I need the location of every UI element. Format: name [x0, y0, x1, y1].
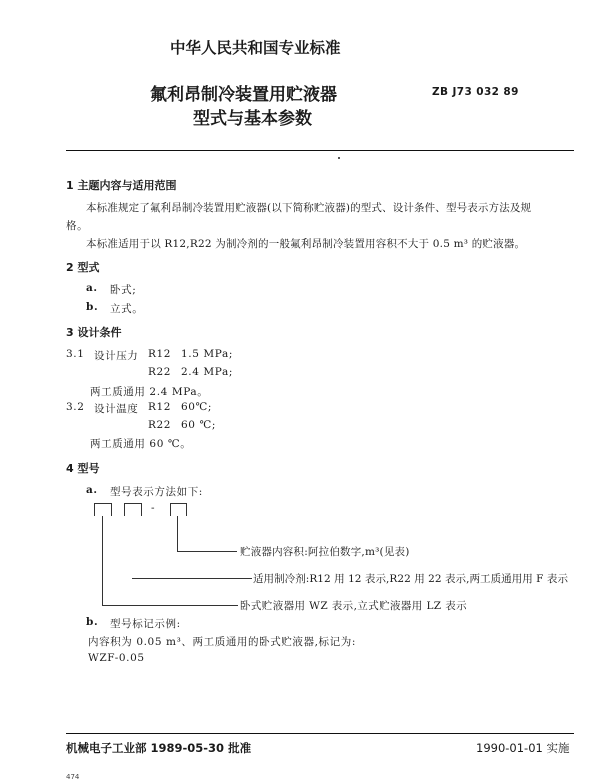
code-box-refrigerant [124, 503, 142, 516]
code-box-type [94, 503, 112, 516]
clause-3-2-value-r12: 60℃; [181, 401, 213, 413]
clause-3-2-value-r22: 60 ℃; [181, 419, 216, 431]
clause-3-1-common: 两工质通用 2.4 MPa。 [90, 386, 209, 398]
section-1-para1-cont: 格。 [66, 220, 89, 232]
header-rule [66, 150, 574, 151]
annotation-volume: 贮液器内容积:阿拉伯数字,m³(见表) [240, 546, 410, 558]
clause-3-1-number: 3.1 [66, 348, 85, 360]
page-number: 474 [66, 773, 80, 781]
clause-3-1-label: 设计压力 [94, 350, 139, 362]
section-4-heading: 4 型号 [66, 462, 100, 475]
clause-3-1-value-r12: 1.5 MPa; [181, 348, 233, 360]
item-a-text: 卧式; [110, 284, 137, 296]
section-3-heading: 3 设计条件 [66, 326, 122, 339]
item-4a-label: a. [86, 484, 98, 496]
example-code: WZF-0.05 [88, 652, 145, 664]
leader-refrigerant-horizontal [132, 578, 252, 579]
item-b-text: 立式。 [110, 303, 144, 315]
item-4a-text: 型号表示方法如下: [110, 486, 203, 498]
code-dash: - [151, 502, 156, 514]
section-1-para2: 本标准适用于以 R12,R22 为制冷剂的一般氟利昂制冷装置用容积不大于 0.5 m³ 的贮液器。 [86, 238, 526, 250]
clause-3-2-ref-r22: R22 [148, 419, 172, 431]
example-description: 内容积为 0.05 m³、两工质通用的卧式贮液器,标记为: [88, 636, 356, 648]
leader-type-vertical [102, 516, 103, 605]
section-1-para1: 本标准规定了氟利昂制冷装置用贮液器(以下简称贮液器)的型式、设计条件、型号表示方法及规 [86, 202, 532, 214]
print-speck [338, 157, 340, 159]
doc-title-line1: 氟利昂制冷装置用贮液器 [150, 85, 337, 105]
item-b-label: b. [86, 301, 99, 313]
item-4b-text: 型号标记示例: [110, 618, 181, 630]
section-1-heading: 1 主题内容与适用范围 [66, 179, 177, 192]
clause-3-2-number: 3.2 [66, 401, 85, 413]
leader-volume-horizontal [177, 551, 237, 552]
item-4b-label: b. [86, 616, 99, 628]
clause-3-2-common: 两工质通用 60 ℃。 [90, 438, 192, 450]
leader-volume-vertical [177, 516, 178, 551]
item-a-label: a. [86, 282, 98, 294]
annotation-refrigerant: 适用制冷剂:R12 用 12 表示,R22 用 22 表示,两工质通用用 F 表示 [253, 573, 569, 585]
clause-3-1-value-r22: 2.4 MPa; [181, 366, 233, 378]
clause-3-1-ref-r12: R12 [148, 348, 172, 360]
footer-rule [66, 733, 574, 734]
code-box-volume [170, 503, 187, 516]
org-title: 中华人民共和国专业标准 [170, 39, 341, 57]
standard-code: ZB J73 032 89 [432, 86, 519, 98]
approval-line: 机械电子工业部 1989-05-30 批准 [66, 741, 252, 755]
implementation-date: 1990-01-01 实施 [476, 741, 570, 755]
clause-3-1-ref-r22: R22 [148, 366, 172, 378]
clause-3-2-label: 设计温度 [94, 403, 139, 415]
clause-3-2-ref-r12: R12 [148, 401, 172, 413]
annotation-type: 卧式贮液器用 WZ 表示,立式贮液器用 LZ 表示 [240, 600, 468, 612]
section-2-heading: 2 型式 [66, 261, 100, 274]
leader-type-horizontal [102, 605, 238, 606]
doc-title-line2: 型式与基本参数 [193, 109, 312, 129]
